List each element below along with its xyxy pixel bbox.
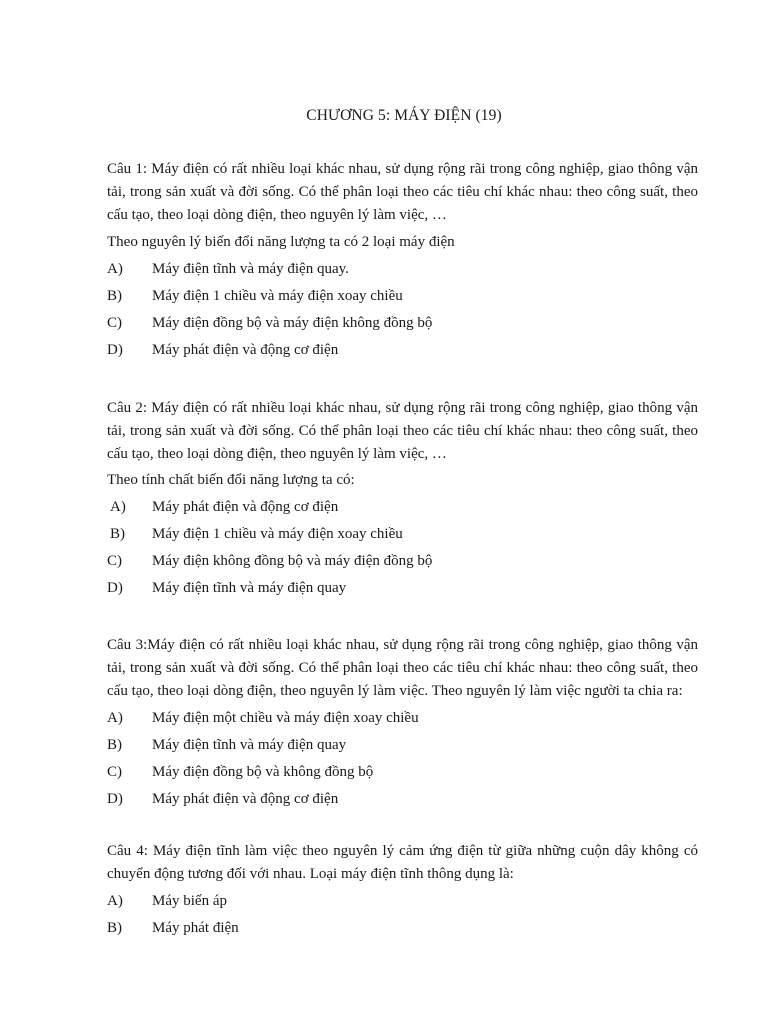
option-text: Máy điện một chiều và máy điện xoay chiều <box>152 710 419 726</box>
question-text: Câu 4: Máy điện tĩnh làm việc theo nguyên lý cảm ứng điện từ giữa những cuộn dây không có chuyển động tương đối với nhau. Loại máy điện tĩnh thông dụng là: <box>107 843 698 882</box>
option-letter: C) <box>107 553 122 569</box>
option-letter: C) <box>107 315 122 331</box>
option-a <box>107 890 698 917</box>
question-2 <box>107 397 698 604</box>
option-c <box>107 312 698 339</box>
option-a <box>107 707 698 734</box>
option-text: Máy điện 1 chiều và máy điện xoay chiều <box>152 526 403 542</box>
option-text: Máy phát điện <box>152 920 239 936</box>
option-a <box>107 496 698 523</box>
option-b <box>107 917 698 944</box>
option-d <box>107 788 698 815</box>
option-b <box>107 523 698 550</box>
option-b <box>107 734 698 761</box>
options-list <box>107 890 698 944</box>
question-subtext: Theo tính chất biến đổi năng lượng ta có: <box>107 472 355 488</box>
option-text: Máy điện không đồng bộ và máy điện đồng bộ <box>152 553 433 569</box>
question-text: Câu 2: Máy điện có rất nhiều loại khác nhau, sử dụng rộng rãi trong công nghiệp, giao thông vận tải, trong sản xuất và đời sống. Có thể phân loại theo các tiêu chí khác nhau: theo công suất, theo cấu tạo, theo loại dòng điện, theo nguyên lý làm việc, … <box>107 400 698 462</box>
option-letter: C) <box>107 764 122 780</box>
question-1 <box>107 158 698 366</box>
question-subtext: Theo nguyên lý biến đổi năng lượng ta có 2 loại máy điện <box>107 234 455 250</box>
option-text: Máy phát điện và động cơ điện <box>152 791 339 807</box>
options-list <box>107 258 698 366</box>
option-letter: A) <box>107 893 123 909</box>
option-text: Máy phát điện và động cơ điện <box>152 342 339 358</box>
options-list <box>107 707 698 815</box>
option-text: Máy điện đồng bộ và máy điện không đồng bộ <box>152 315 433 331</box>
option-text: Máy phát điện và động cơ điện <box>152 499 339 515</box>
option-letter: A) <box>110 499 126 515</box>
option-letter: A) <box>107 710 123 726</box>
option-a <box>107 258 698 285</box>
option-c <box>107 761 698 788</box>
option-letter: B) <box>107 288 122 304</box>
option-d <box>107 339 698 366</box>
option-letter: B) <box>107 920 122 936</box>
option-text: Máy biến áp <box>152 893 227 909</box>
option-letter: B) <box>110 526 125 542</box>
chapter-title: CHƯƠNG 5: MÁY ĐIỆN (19) <box>306 107 502 124</box>
option-text: Máy điện đồng bộ và không đồng bộ <box>152 764 374 780</box>
question-text: Câu 1: Máy điện có rất nhiều loại khác nhau, sử dụng rộng rãi trong công nghiệp, giao thông vận tải, trong sản xuất và đời sống. Có thể phân loại theo các tiêu chí khác nhau: theo công suất, theo cấu tạo, theo loại dòng điện, theo nguyên lý làm việc, … <box>107 161 698 223</box>
option-b <box>107 285 698 312</box>
option-letter: B) <box>107 737 122 753</box>
question-text: Câu 3:Máy điện có rất nhiều loại khác nhau, sử dụng rộng rãi trong công nghiệp, giao thông vận tải, trong sản xuất và đời sống. Có thể phân loại theo các tiêu chí khác nhau: theo công suất, theo cấu tạo, theo loại dòng điện, theo nguyên lý làm việc. Theo nguyên lý làm việc người ta chia ra: <box>107 637 698 699</box>
option-letter: D) <box>107 580 123 596</box>
option-letter: D) <box>107 342 123 358</box>
option-text: Máy điện tĩnh và máy điện quay <box>152 737 347 753</box>
option-text: Máy điện tĩnh và máy điện quay <box>152 580 347 596</box>
option-text: Máy điện tĩnh và máy điện quay. <box>152 261 349 277</box>
option-letter: A) <box>107 261 123 277</box>
option-letter: D) <box>107 791 123 807</box>
option-d <box>107 577 698 604</box>
question-3 <box>107 634 698 815</box>
option-c <box>107 550 698 577</box>
options-list <box>107 496 698 604</box>
question-4 <box>107 840 698 944</box>
option-text: Máy điện 1 chiều và máy điện xoay chiều <box>152 288 403 304</box>
